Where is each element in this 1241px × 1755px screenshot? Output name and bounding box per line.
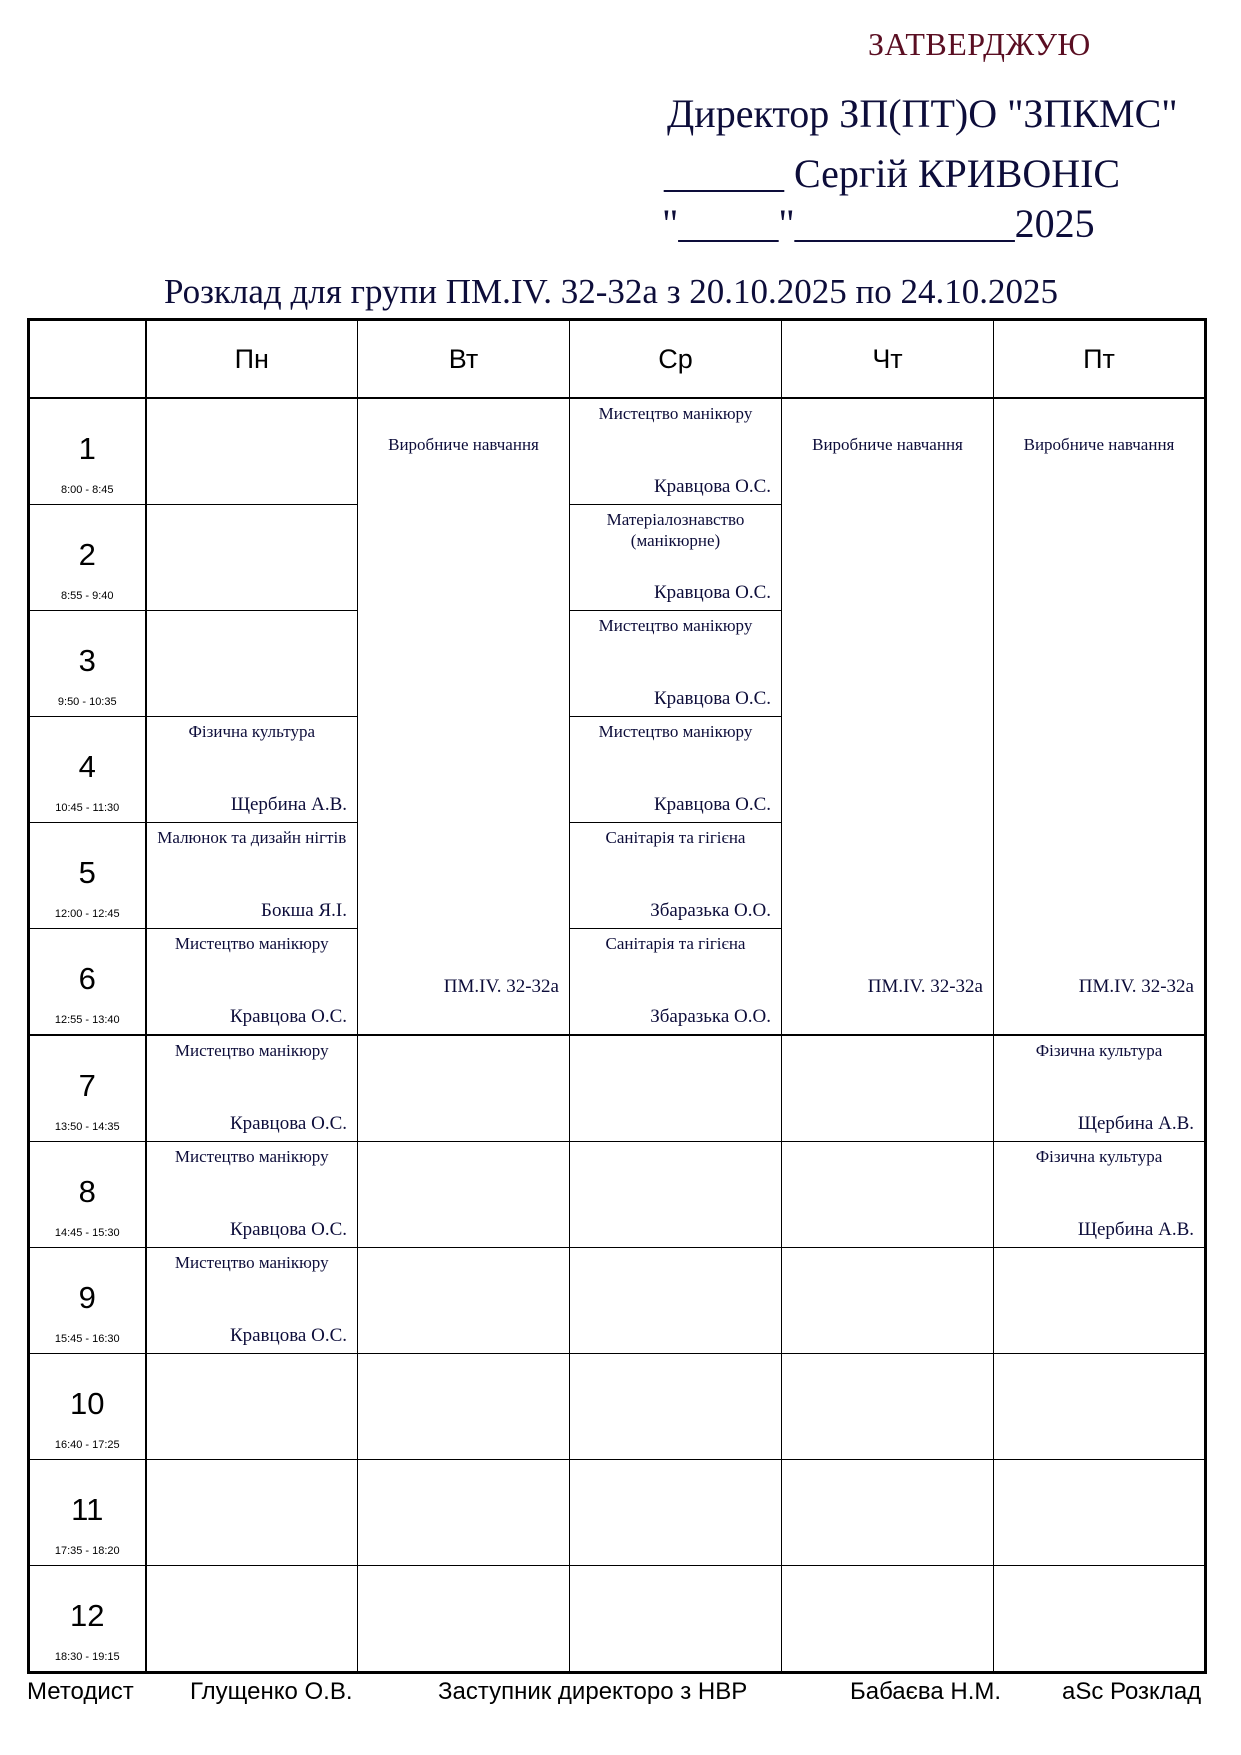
lesson-cell-empty bbox=[782, 1142, 994, 1248]
approval-date: "_____"___________2025 bbox=[662, 201, 1095, 246]
day-header-wed: Ср bbox=[570, 320, 782, 399]
period-cell bbox=[29, 1566, 146, 1673]
lesson-cell-empty bbox=[146, 1354, 358, 1460]
lesson-block-tue bbox=[358, 398, 570, 1035]
lesson-cell bbox=[146, 1035, 358, 1142]
period-cell bbox=[29, 1460, 146, 1566]
period-number: 6 bbox=[78, 961, 96, 996]
lesson-subject: Фізична культура bbox=[188, 722, 316, 741]
lesson-block-thu bbox=[782, 398, 994, 1035]
period-cell bbox=[29, 929, 146, 1036]
lesson-subject: Мистецтво манікюру bbox=[598, 404, 753, 423]
lesson-cell bbox=[570, 823, 782, 929]
lesson-teacher: Щербина А.В. bbox=[1077, 1219, 1194, 1240]
lesson-cell-empty bbox=[358, 1142, 570, 1248]
lesson-cell-empty bbox=[782, 1354, 994, 1460]
period-time: 12:00 - 12:45 bbox=[54, 908, 120, 920]
period-time: 13:50 - 14:35 bbox=[54, 1121, 120, 1133]
lesson-teacher: Збаразька О.О. bbox=[650, 1006, 771, 1027]
period-number: 2 bbox=[78, 537, 96, 572]
lesson-teacher: Щербина А.В. bbox=[230, 794, 347, 815]
lesson-cell-empty bbox=[782, 1035, 994, 1142]
lesson-group: ПМ.IV. 32-32а bbox=[1078, 976, 1194, 997]
period-time: 8:55 - 9:40 bbox=[60, 590, 114, 602]
period-cell bbox=[29, 505, 146, 611]
footer-software: aSc Розклад bbox=[1062, 1678, 1202, 1705]
period-number: 8 bbox=[78, 1174, 96, 1209]
lesson-cell bbox=[570, 717, 782, 823]
lesson-cell bbox=[146, 717, 358, 823]
lesson-cell-empty bbox=[782, 1460, 994, 1566]
period-number: 1 bbox=[78, 431, 96, 466]
period-time: 12:55 - 13:40 bbox=[54, 1014, 120, 1026]
lesson-cell-empty bbox=[782, 1566, 994, 1673]
period-number: 4 bbox=[78, 749, 96, 784]
lesson-cell bbox=[994, 1142, 1206, 1248]
period-cell bbox=[29, 717, 146, 823]
period-number: 11 bbox=[71, 1492, 104, 1527]
lesson-cell bbox=[570, 929, 782, 1036]
lesson-cell-empty bbox=[570, 1460, 782, 1566]
lesson-cell-empty bbox=[782, 1248, 994, 1354]
schedule-table bbox=[27, 318, 1207, 1674]
lesson-cell-empty bbox=[358, 1035, 570, 1142]
lesson-subject: Мистецтво манікюру bbox=[598, 722, 753, 741]
period-time: 18:30 - 19:15 bbox=[54, 1651, 120, 1663]
lesson-cell-empty bbox=[358, 1566, 570, 1673]
period-time: 10:45 - 11:30 bbox=[55, 802, 120, 814]
lesson-teacher: Кравцова О.С. bbox=[229, 1006, 347, 1027]
approval-title: ЗАТВЕРДЖУЮ bbox=[868, 26, 1091, 62]
lesson-teacher: Кравцова О.С. bbox=[229, 1325, 347, 1346]
day-header-tue: Вт bbox=[358, 320, 570, 399]
period-cell bbox=[29, 398, 146, 505]
period-cell bbox=[29, 823, 146, 929]
day-header-thu: Чт bbox=[782, 320, 994, 399]
footer-methodist-name: Глущенко О.В. bbox=[190, 1678, 353, 1705]
lesson-teacher: Кравцова О.С. bbox=[229, 1113, 347, 1134]
period-cell bbox=[29, 1248, 146, 1354]
period-number: 10 bbox=[70, 1386, 105, 1421]
lesson-subject bbox=[574, 509, 777, 551]
lesson-subject-line2: (манікюрне) bbox=[630, 531, 721, 550]
lesson-cell-empty bbox=[146, 398, 358, 505]
lesson-cell bbox=[146, 823, 358, 929]
schedule-title: Розклад для групи ПМ.IV. 32-32а з 20.10.2025 по 24.10.2025 bbox=[163, 272, 1059, 311]
lesson-cell bbox=[570, 611, 782, 717]
lesson-teacher: Бокша Я.І. bbox=[261, 900, 347, 921]
lesson-subject: Фізична культура bbox=[1035, 1147, 1163, 1166]
lesson-cell bbox=[146, 1248, 358, 1354]
day-header-fri: Пт bbox=[994, 320, 1206, 399]
lesson-cell-empty bbox=[994, 1566, 1206, 1673]
lesson-cell-empty bbox=[358, 1248, 570, 1354]
lesson-teacher: Щербина А.В. bbox=[1077, 1113, 1194, 1134]
lesson-teacher: Збаразька О.О. bbox=[650, 900, 771, 921]
lesson-subject: Мистецтво манікюру bbox=[174, 1253, 329, 1272]
footer-deputy-name: Бабаєва Н.М. bbox=[850, 1678, 1002, 1705]
day-header-mon: Пн bbox=[146, 320, 358, 399]
lesson-cell-empty bbox=[570, 1248, 782, 1354]
lesson-cell-empty bbox=[994, 1354, 1206, 1460]
lesson-teacher: Кравцова О.С. bbox=[653, 476, 771, 497]
lesson-subject: Мистецтво манікюру bbox=[174, 1041, 329, 1060]
period-time: 9:50 - 10:35 bbox=[57, 696, 117, 708]
period-time: 8:00 - 8:45 bbox=[60, 484, 114, 496]
lesson-cell bbox=[146, 1142, 358, 1248]
lesson-subject: Виробниче навчання bbox=[1023, 435, 1175, 454]
approval-signature: ______ Сергій КРИВОНІС bbox=[664, 151, 1121, 196]
lesson-subject: Фізична культура bbox=[1035, 1041, 1163, 1060]
lesson-cell-empty bbox=[358, 1354, 570, 1460]
corner-cell bbox=[29, 320, 146, 399]
lesson-teacher: Кравцова О.С. bbox=[653, 688, 771, 709]
lesson-cell-empty bbox=[570, 1142, 782, 1248]
period-time: 17:35 - 18:20 bbox=[54, 1545, 120, 1557]
footer-deputy-label: Заступник директоро з НВР bbox=[438, 1678, 748, 1705]
lesson-subject-line1: Матеріалознавство bbox=[606, 510, 745, 529]
footer-methodist-label: Методист bbox=[27, 1678, 134, 1705]
lesson-group: ПМ.IV. 32-32а bbox=[867, 976, 983, 997]
period-time: 16:40 - 17:25 bbox=[54, 1439, 120, 1451]
lesson-subject: Мистецтво манікюру bbox=[598, 616, 753, 635]
lesson-cell bbox=[570, 505, 782, 611]
period-time: 15:45 - 16:30 bbox=[54, 1333, 120, 1345]
lesson-subject: Мистецтво манікюру bbox=[174, 934, 329, 953]
lesson-subject: Малюнок та дизайн нігтів bbox=[157, 828, 347, 847]
lesson-cell-empty bbox=[994, 1460, 1206, 1566]
lesson-teacher: Кравцова О.С. bbox=[229, 1219, 347, 1240]
period-number: 9 bbox=[78, 1280, 96, 1315]
lesson-cell-empty bbox=[146, 1566, 358, 1673]
lesson-teacher: Кравцова О.С. bbox=[653, 794, 771, 815]
lesson-subject: Санітарія та гігієна bbox=[605, 934, 746, 953]
period-cell bbox=[29, 611, 146, 717]
lesson-cell-empty bbox=[146, 1460, 358, 1566]
lesson-cell-empty bbox=[358, 1460, 570, 1566]
period-cell bbox=[29, 1142, 146, 1248]
lesson-cell bbox=[570, 398, 782, 505]
period-number: 12 bbox=[70, 1598, 105, 1633]
lesson-cell bbox=[146, 929, 358, 1036]
period-number: 7 bbox=[78, 1068, 96, 1103]
lesson-cell-empty bbox=[570, 1035, 782, 1142]
approval-director: Директор ЗП(ПТ)О "ЗПКМС" bbox=[667, 91, 1178, 136]
lesson-cell-empty bbox=[994, 1248, 1206, 1354]
period-cell bbox=[29, 1354, 146, 1460]
lesson-subject: Мистецтво манікюру bbox=[174, 1147, 329, 1166]
lesson-cell-empty bbox=[146, 611, 358, 717]
period-time: 14:45 - 15:30 bbox=[54, 1227, 120, 1239]
lesson-teacher: Кравцова О.С. bbox=[653, 582, 771, 603]
lesson-cell bbox=[994, 1035, 1206, 1142]
period-number: 3 bbox=[78, 643, 96, 678]
lesson-group: ПМ.IV. 32-32а bbox=[443, 976, 559, 997]
lesson-subject: Виробниче навчання bbox=[812, 435, 963, 454]
period-number: 5 bbox=[78, 855, 96, 890]
lesson-subject: Виробниче навчання bbox=[388, 435, 539, 454]
period-cell bbox=[29, 1035, 146, 1142]
lesson-cell-empty bbox=[146, 505, 358, 611]
lesson-cell-empty bbox=[570, 1566, 782, 1673]
lesson-block-fri bbox=[994, 398, 1206, 1035]
lesson-subject: Санітарія та гігієна bbox=[605, 828, 746, 847]
lesson-cell-empty bbox=[570, 1354, 782, 1460]
